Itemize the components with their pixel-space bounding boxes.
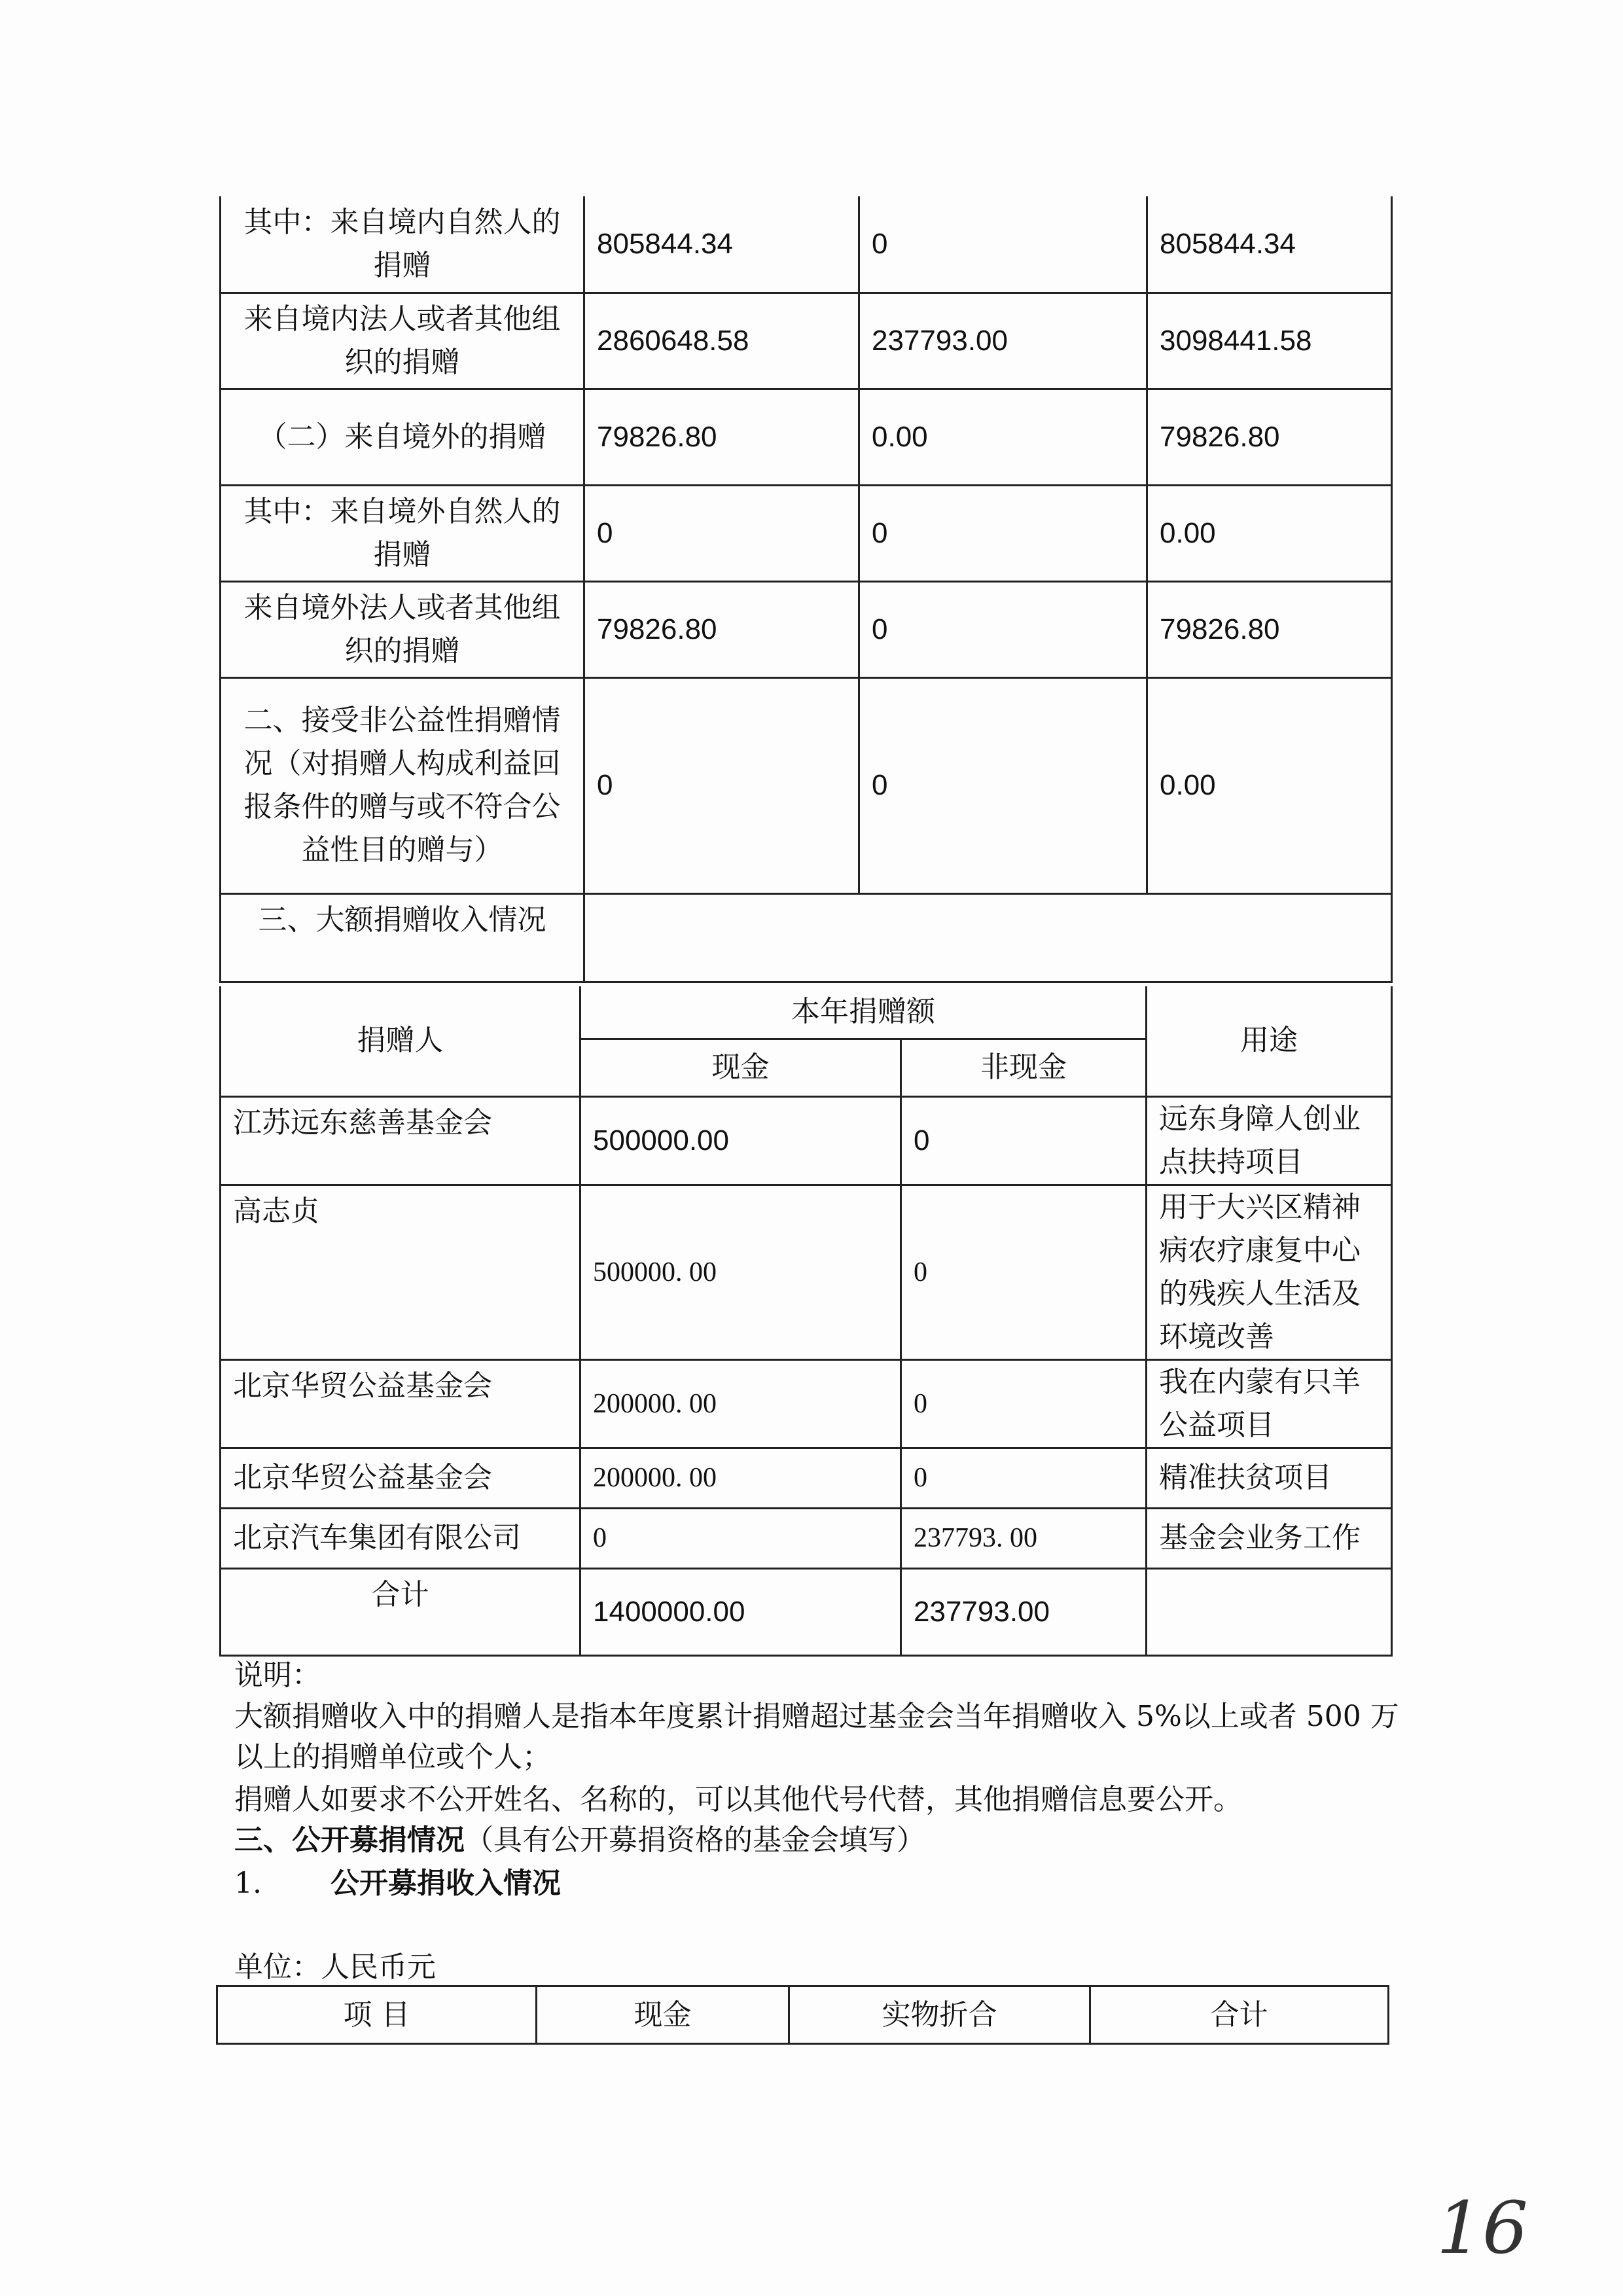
donor-cell: 北京汽车集团有限公司	[221, 1508, 580, 1568]
noncash-value: 0	[859, 677, 1147, 893]
total-label: 合计	[221, 1568, 580, 1655]
noncash-cell: 0	[901, 1185, 1147, 1359]
total-value: 0.00	[1147, 677, 1392, 893]
public-fundraising-table	[216, 1985, 1389, 2045]
cash-value: 805844.34	[584, 196, 859, 293]
cash-value: 79826.80	[584, 581, 859, 677]
table-row	[221, 389, 1392, 485]
cash-value: 0	[584, 485, 859, 581]
table-row	[221, 1508, 1392, 1568]
total-header: 合计	[1090, 1986, 1389, 2044]
total-cash: 1400000.00	[580, 1568, 901, 1655]
in-kind-header: 实物折合	[789, 1986, 1090, 2044]
purpose-cell: 基金会业务工作	[1147, 1508, 1392, 1568]
subsection-title: 公开募捐收入情况	[330, 1867, 561, 1900]
table-row	[221, 1448, 1392, 1508]
notes-line-3: 捐赠人如要求不公开姓名、名称的，可以其他代号代替，其他捐赠信息要公开。	[234, 1783, 1242, 1816]
notes-line-2: 以上的捐赠单位或个人；	[234, 1740, 551, 1774]
cash-value: 79826.80	[584, 389, 859, 485]
purpose-cell: 精准扶贫项目	[1147, 1448, 1392, 1508]
notes-line-1: 大额捐赠收入中的捐赠人是指本年度累计捐赠超过基金会当年捐赠收入 5%以上或者 500 万	[234, 1700, 1399, 1733]
page-number: 16	[1436, 2186, 1528, 2270]
header-row	[217, 1986, 1389, 2044]
unit-label: 单位：人民币元	[234, 1950, 436, 1984]
total-value: 805844.34	[1147, 196, 1392, 293]
header-row	[221, 986, 1392, 1039]
total-value: 79826.80	[1147, 389, 1392, 485]
noncash-value: 237793.00	[859, 293, 1147, 389]
noncash-value: 0	[859, 581, 1147, 677]
cash-value: 0	[584, 677, 859, 893]
cash-cell: 500000. 00	[580, 1185, 901, 1359]
notes-heading: 说明：	[234, 1659, 321, 1692]
table-row	[221, 1096, 1392, 1185]
amount-header: 本年捐赠额	[580, 986, 1147, 1039]
cash-cell: 200000. 00	[580, 1448, 901, 1508]
row-label: 来自境内法人或者其他组织的捐赠	[221, 293, 584, 389]
donor-cell: 江苏远东慈善基金会	[221, 1096, 580, 1185]
donation-table	[219, 196, 1393, 983]
table-row	[221, 485, 1392, 581]
cash-header: 现金	[580, 1039, 901, 1096]
table-row	[221, 581, 1392, 677]
row-label: 来自境外法人或者其他组织的捐赠	[221, 581, 584, 677]
table-row	[221, 1185, 1392, 1359]
total-value: 79826.80	[1147, 581, 1392, 677]
noncash-value: 0	[859, 196, 1147, 293]
table-row	[221, 1359, 1392, 1448]
donor-cell: 北京华贸公益基金会	[221, 1359, 580, 1448]
cash-header: 现金	[537, 1986, 789, 2044]
purpose-cell: 用于大兴区精神病农疗康复中心的残疾人生活及环境改善	[1147, 1185, 1392, 1359]
noncash-header: 非现金	[901, 1039, 1147, 1096]
noncash-cell: 237793. 00	[901, 1508, 1147, 1568]
noncash-value: 0.00	[859, 389, 1147, 485]
donor-cell: 高志贞	[221, 1185, 580, 1359]
section3-title-bold: 三、公开募捐情况	[234, 1823, 465, 1857]
purpose-header: 用途	[1147, 986, 1392, 1096]
item-header: 项 目	[217, 1986, 537, 2044]
total-value: 3098441.58	[1147, 293, 1392, 389]
empty-cell	[584, 893, 1392, 982]
section3-title	[234, 1821, 925, 1860]
subsection-number: 1.	[234, 1867, 262, 1900]
total-noncash: 237793.00	[901, 1568, 1147, 1655]
total-value: 0.00	[1147, 485, 1392, 581]
cash-cell: 0	[580, 1508, 901, 1568]
row-label: 其中：来自境外自然人的捐赠	[221, 485, 584, 581]
table-row	[221, 293, 1392, 389]
purpose-cell: 远东身障人创业点扶持项目	[1147, 1096, 1392, 1185]
section-title-row	[221, 893, 1392, 982]
noncash-cell: 0	[901, 1448, 1147, 1508]
total-row	[221, 1568, 1392, 1655]
row-label: 其中：来自境内自然人的捐赠	[221, 196, 584, 293]
cash-cell: 500000.00	[580, 1096, 901, 1185]
table-row	[221, 196, 1392, 293]
cash-value: 2860648.58	[584, 293, 859, 389]
row-label: （二）来自境外的捐赠	[221, 389, 584, 485]
section3-title-rest: （具有公开募捐资格的基金会填写）	[465, 1823, 925, 1857]
noncash-cell: 0	[901, 1096, 1147, 1185]
large-donation-table	[219, 986, 1393, 1657]
section-title: 三、大额捐赠收入情况	[221, 893, 584, 982]
cash-cell: 200000. 00	[580, 1359, 901, 1448]
donor-cell: 北京华贸公益基金会	[221, 1448, 580, 1508]
table-row	[221, 677, 1392, 893]
total-purpose	[1147, 1568, 1392, 1655]
row-label: 二、接受非公益性捐赠情况（对捐赠人构成利益回报条件的赠与或不符合公益性目的赠与）	[221, 677, 584, 893]
noncash-cell: 0	[901, 1359, 1147, 1448]
purpose-cell: 我在内蒙有只羊公益项目	[1147, 1359, 1392, 1448]
donor-header: 捐赠人	[221, 986, 580, 1096]
noncash-value: 0	[859, 485, 1147, 581]
